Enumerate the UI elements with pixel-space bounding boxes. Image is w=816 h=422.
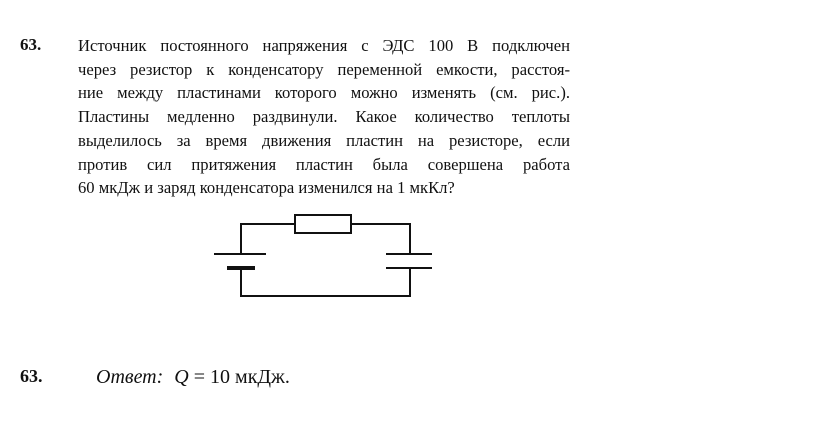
wire-left-top: [241, 224, 295, 254]
problem-line-2: через резистор к конденсатору переменной емкости, расстоя-: [78, 59, 570, 79]
answer-number: 63.: [20, 366, 43, 386]
problem-line-3: ние между пластинами которого можно изменять (см. рис.).: [78, 83, 570, 103]
circuit-diagram: [205, 210, 445, 306]
problem-number: 63.: [20, 35, 42, 54]
wire-right-top: [351, 224, 410, 254]
answer-line: [96, 364, 290, 390]
resistor-symbol: [295, 215, 351, 233]
answer-label: Ответ:: [96, 366, 164, 388]
answer-equals: =: [188, 366, 211, 388]
problem-line-5: выделилось за время движения пластин на резисторе, если: [78, 130, 570, 150]
problem-line-1: Источник постоянного напряжения с ЭДС 100 В подключен: [78, 36, 570, 55]
problem-line-7: 60 мкДж и заряд конденсатора изменился на 1 мкКл?: [78, 178, 455, 198]
answer-variable: Q: [174, 366, 189, 388]
problem-text: [78, 34, 570, 200]
problem-line-6: против сил притяжения пластин была совершена работа: [78, 154, 570, 174]
problem-line-4: Пластины медленно раздвинули. Какое количество теплоты: [78, 107, 570, 127]
answer-value: 10 мкДж.: [210, 366, 290, 388]
wire-bottom: [241, 268, 410, 296]
